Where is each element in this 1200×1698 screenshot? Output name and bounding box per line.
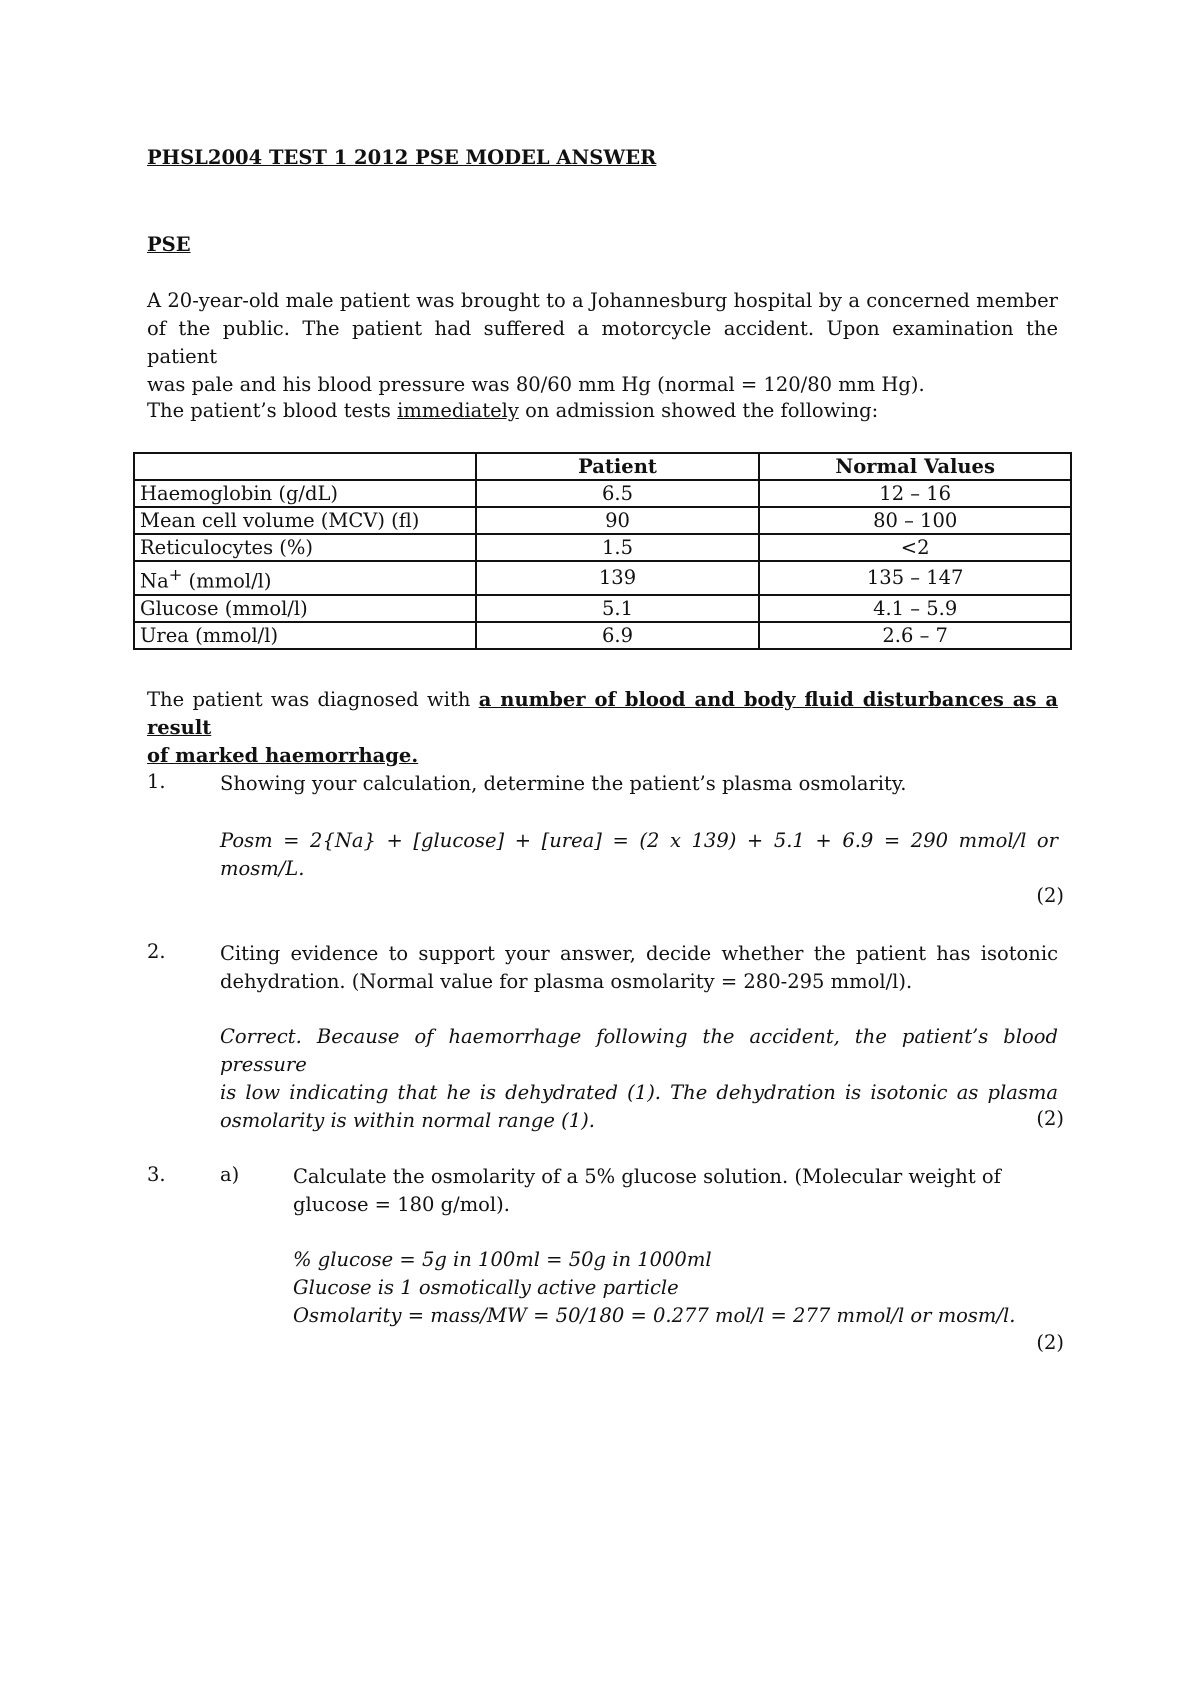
question-text: Showing your calculation, determine the patient’s plasma osmolarity. [220, 772, 907, 795]
row-label: Glucose (mmol/l) [134, 595, 476, 622]
row-label: Urea (mmol/l) [134, 622, 476, 649]
question-line: glucose = 180 g/mol). [293, 1193, 510, 1216]
patient-value: 6.9 [476, 622, 760, 649]
table-row [134, 561, 1071, 595]
diagnosis-text: The patient was diagnosed with [147, 688, 479, 711]
answer-line: Posm = 2{Na} + [glucose] + [urea] = (2 x 139) + 5.1 + 6.9 = 290 mmol/l or [220, 829, 1058, 852]
answer-line: is low indicating that he is dehydrated (1). The dehydration is isotonic as plasma [220, 1081, 1058, 1104]
normal-value: 4.1 – 5.9 [759, 595, 1071, 622]
question-number: 2. [147, 940, 166, 963]
marks-label: (2) [1036, 1331, 1064, 1354]
table-row [134, 534, 1071, 561]
table-row [134, 595, 1071, 622]
intro-line: A 20-year-old male patient was brought to a Johannesburg hospital by a concerned member [147, 289, 1058, 312]
patient-value: 6.5 [476, 480, 760, 507]
diagnosis-statement [147, 686, 1058, 770]
diagnosis-emphasis: of marked haemorrhage. [147, 744, 419, 767]
table-header-row [134, 453, 1071, 480]
row-label-superscript: + [168, 565, 183, 584]
question-line: Citing evidence to support your answer, decide whether the patient has isotonic [220, 942, 1058, 965]
patient-value: 1.5 [476, 534, 760, 561]
answer-line: Glucose is 1 osmotically active particle [293, 1276, 679, 1299]
table-header-cell [134, 453, 476, 480]
tests-intro-text: on admission showed the following: [518, 399, 879, 422]
normal-value: <2 [759, 534, 1071, 561]
tests-intro-text: The patient’s blood tests [147, 399, 398, 422]
tests-intro-emphasis: immediately [397, 399, 519, 422]
question-text [293, 1163, 1058, 1219]
answer-line: osmolarity is within normal range (1). [220, 1109, 595, 1132]
answer-line: Correct. Because of haemorrhage following the accident, the patient’s blood pressure [220, 1025, 1058, 1076]
normal-value: 80 – 100 [759, 507, 1071, 534]
section-heading: PSE [147, 233, 191, 256]
normal-value: 2.6 – 7 [759, 622, 1071, 649]
row-label-unit: (mmol/l) [182, 569, 272, 593]
diagnosis-emphasis: a number of blood and body fluid disturbances as a result [147, 688, 1058, 739]
diagnosis-line [147, 686, 1058, 742]
table-header-cell: Patient [476, 453, 760, 480]
row-label: Haemoglobin (g/dL) [134, 480, 476, 507]
question-answer [220, 827, 1058, 883]
row-label [134, 561, 476, 595]
table-row [134, 622, 1071, 649]
patient-value: 139 [476, 561, 760, 595]
question-answer [220, 1023, 1058, 1135]
answer-line: Osmolarity = mass/MW = 50/180 = 0.277 mol/l = 277 mmol/l or mosm/l. [293, 1304, 1016, 1327]
question-number: 1. [147, 770, 166, 793]
question-number: 3. [147, 1163, 166, 1186]
marks-label: (2) [1036, 884, 1064, 907]
patient-value: 90 [476, 507, 760, 534]
question-text [220, 940, 1058, 996]
question-line: Calculate the osmolarity of a 5% glucose solution. (Molecular weight of [293, 1165, 1001, 1188]
intro-line: of the public. The patient had suffered a motorcycle accident. Upon examination the patient [147, 317, 1058, 368]
question-answer [293, 1246, 1058, 1330]
table-header-cell: Normal Values [759, 453, 1071, 480]
row-label: Reticulocytes (%) [134, 534, 476, 561]
row-label-main: Na [140, 569, 169, 593]
table-row [134, 480, 1071, 507]
blood-test-table [133, 452, 1072, 650]
document-title: PHSL2004 TEST 1 2012 PSE MODEL ANSWER [147, 146, 657, 169]
question-line: dehydration. (Normal value for plasma osmolarity = 280-295 mmol/l). [220, 970, 913, 993]
case-intro [147, 287, 1058, 399]
patient-value: 5.1 [476, 595, 760, 622]
answer-line: mosm/L. [220, 857, 305, 880]
tests-intro [147, 399, 878, 422]
answer-line: % glucose = 5g in 100ml = 50g in 1000ml [293, 1248, 712, 1271]
marks-label: (2) [1036, 1107, 1064, 1130]
sub-question-label: a) [220, 1163, 240, 1186]
intro-line: was pale and his blood pressure was 80/60 mm Hg (normal = 120/80 mm Hg). [147, 373, 925, 396]
table-row [134, 507, 1071, 534]
normal-value: 12 – 16 [759, 480, 1071, 507]
row-label: Mean cell volume (MCV) (fl) [134, 507, 476, 534]
normal-value: 135 – 147 [759, 561, 1071, 595]
